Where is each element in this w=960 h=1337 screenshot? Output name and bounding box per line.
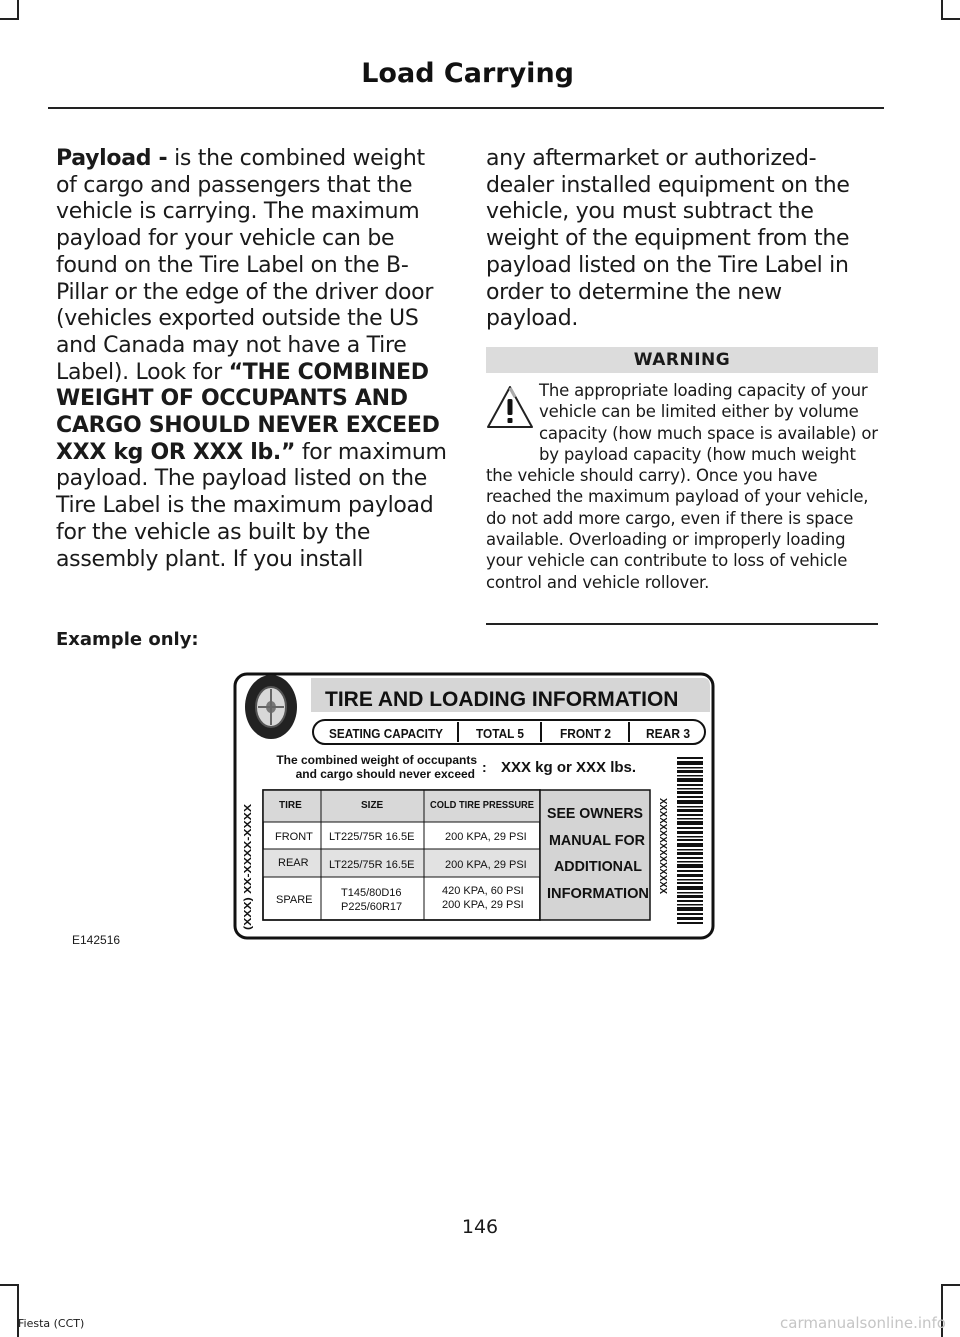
crop-mark (941, 0, 943, 20)
col-tire-header: TIRE (279, 800, 302, 811)
row-size-secondary: P225/60R17 (341, 901, 403, 913)
crop-mark (941, 18, 960, 20)
right-column (486, 146, 878, 333)
warning-divider (486, 623, 878, 625)
row-pressure: 200 KPA, 29 PSI (445, 859, 527, 871)
col-size-header: SIZE (361, 800, 384, 811)
warning-body (486, 380, 878, 593)
header-divider (48, 107, 884, 109)
row-pressure: 200 KPA, 29 PSI (445, 831, 527, 843)
row-size: LT225/75R 16.5E (329, 859, 415, 871)
payload-text-2: for maximum payload. The payload listed on the Tire Label is the maximum payload for the vehicle as built by the assembly plant. If you install (56, 439, 447, 572)
see-owners-line: ADDITIONAL (554, 858, 642, 875)
seating-front: FRONT 2 (560, 726, 611, 741)
tire-icon (245, 675, 297, 739)
combined-weight-line-2: and cargo should never exceed (295, 767, 475, 781)
payload-paragraph (56, 146, 448, 573)
combined-weight-line-1: The combined weight of occupants (276, 753, 477, 767)
row-tire: FRONT (275, 831, 313, 843)
row-pressure: 420 KPA, 60 PSI (442, 885, 524, 897)
warning-heading: WARNING (486, 347, 878, 373)
page-header-title: Load Carrying (361, 58, 574, 89)
max-weight-value: XXX kg or XXX lbs. (501, 759, 637, 776)
see-owners-line: SEE OWNERS (547, 805, 643, 822)
barcode-number: XXXXXXXXXXXXXXX (657, 798, 668, 899)
warning-icon-spacer (486, 380, 539, 444)
seating-total: TOTAL 5 (476, 726, 524, 741)
payload-quote: “THE COMBINED WEIGHT OF OCCUPANTS AND CARGO SHOULD NEVER EXCEED XXX kg OR XXX lb.” (56, 359, 440, 465)
crop-mark (17, 0, 19, 20)
tire-loading-label (233, 672, 715, 940)
row-tire: SPARE (276, 894, 313, 906)
row-pressure-secondary: 200 KPA, 29 PSI (442, 899, 524, 911)
page-number: 146 (461, 1216, 499, 1238)
row-tire: REAR (278, 857, 309, 869)
crop-mark (0, 1284, 19, 1286)
payload-text-1: is the combined weight of cargo and passengers that the vehicle is carrying. The maximum payload for your vehicle can be found on the Tire Label on the B-Pillar or the edge of the driver door (vehicles exported outside the US and Canada may not have a Tire Label). Look for (56, 146, 434, 385)
see-owners-line: INFORMATION (547, 885, 649, 902)
example-label: Example only: (56, 629, 199, 650)
watermark: carmanualsonline.info (780, 1314, 946, 1332)
aftermarket-paragraph: any aftermarket or authorized-dealer installed equipment on the vehicle, you must subtract the weight of the equipment from the payload listed on the Tire Label in order to determine the new payload. (486, 146, 850, 332)
seating-rear: REAR 3 (646, 726, 690, 741)
warning-text: The appropriate loading capacity of your vehicle can be limited either by volume capacity (how much space is available) or by payload capacity (how much weight the vehicle should carry). Once you have reached the maximum payload of your vehicle, do not add more cargo, even if there is space available. Overloading or improperly loading your vehicle can contribute to loss of vehicle control and vehicle rollover. (486, 381, 878, 592)
vertical-part-code: (XXX) XX-XXXX-XXXX (243, 827, 254, 930)
footer-model: Fiesta (CCT) (18, 1317, 85, 1330)
tire-label-title: TIRE AND LOADING INFORMATION (325, 688, 679, 711)
figure-code: E142516 (72, 933, 121, 947)
crop-mark (0, 18, 19, 20)
combined-weight-colon: : (482, 759, 487, 775)
see-owners-line: MANUAL FOR (549, 832, 646, 849)
row-size: LT225/75R 16.5E (329, 831, 415, 843)
crop-mark (941, 1284, 960, 1286)
payload-term: Payload - (56, 146, 168, 171)
left-column (56, 146, 448, 573)
row-size: T145/80D16 (341, 887, 402, 899)
seating-capacity: SEATING CAPACITY (329, 726, 444, 741)
col-pressure-header: COLD TIRE PRESSURE (430, 800, 535, 811)
